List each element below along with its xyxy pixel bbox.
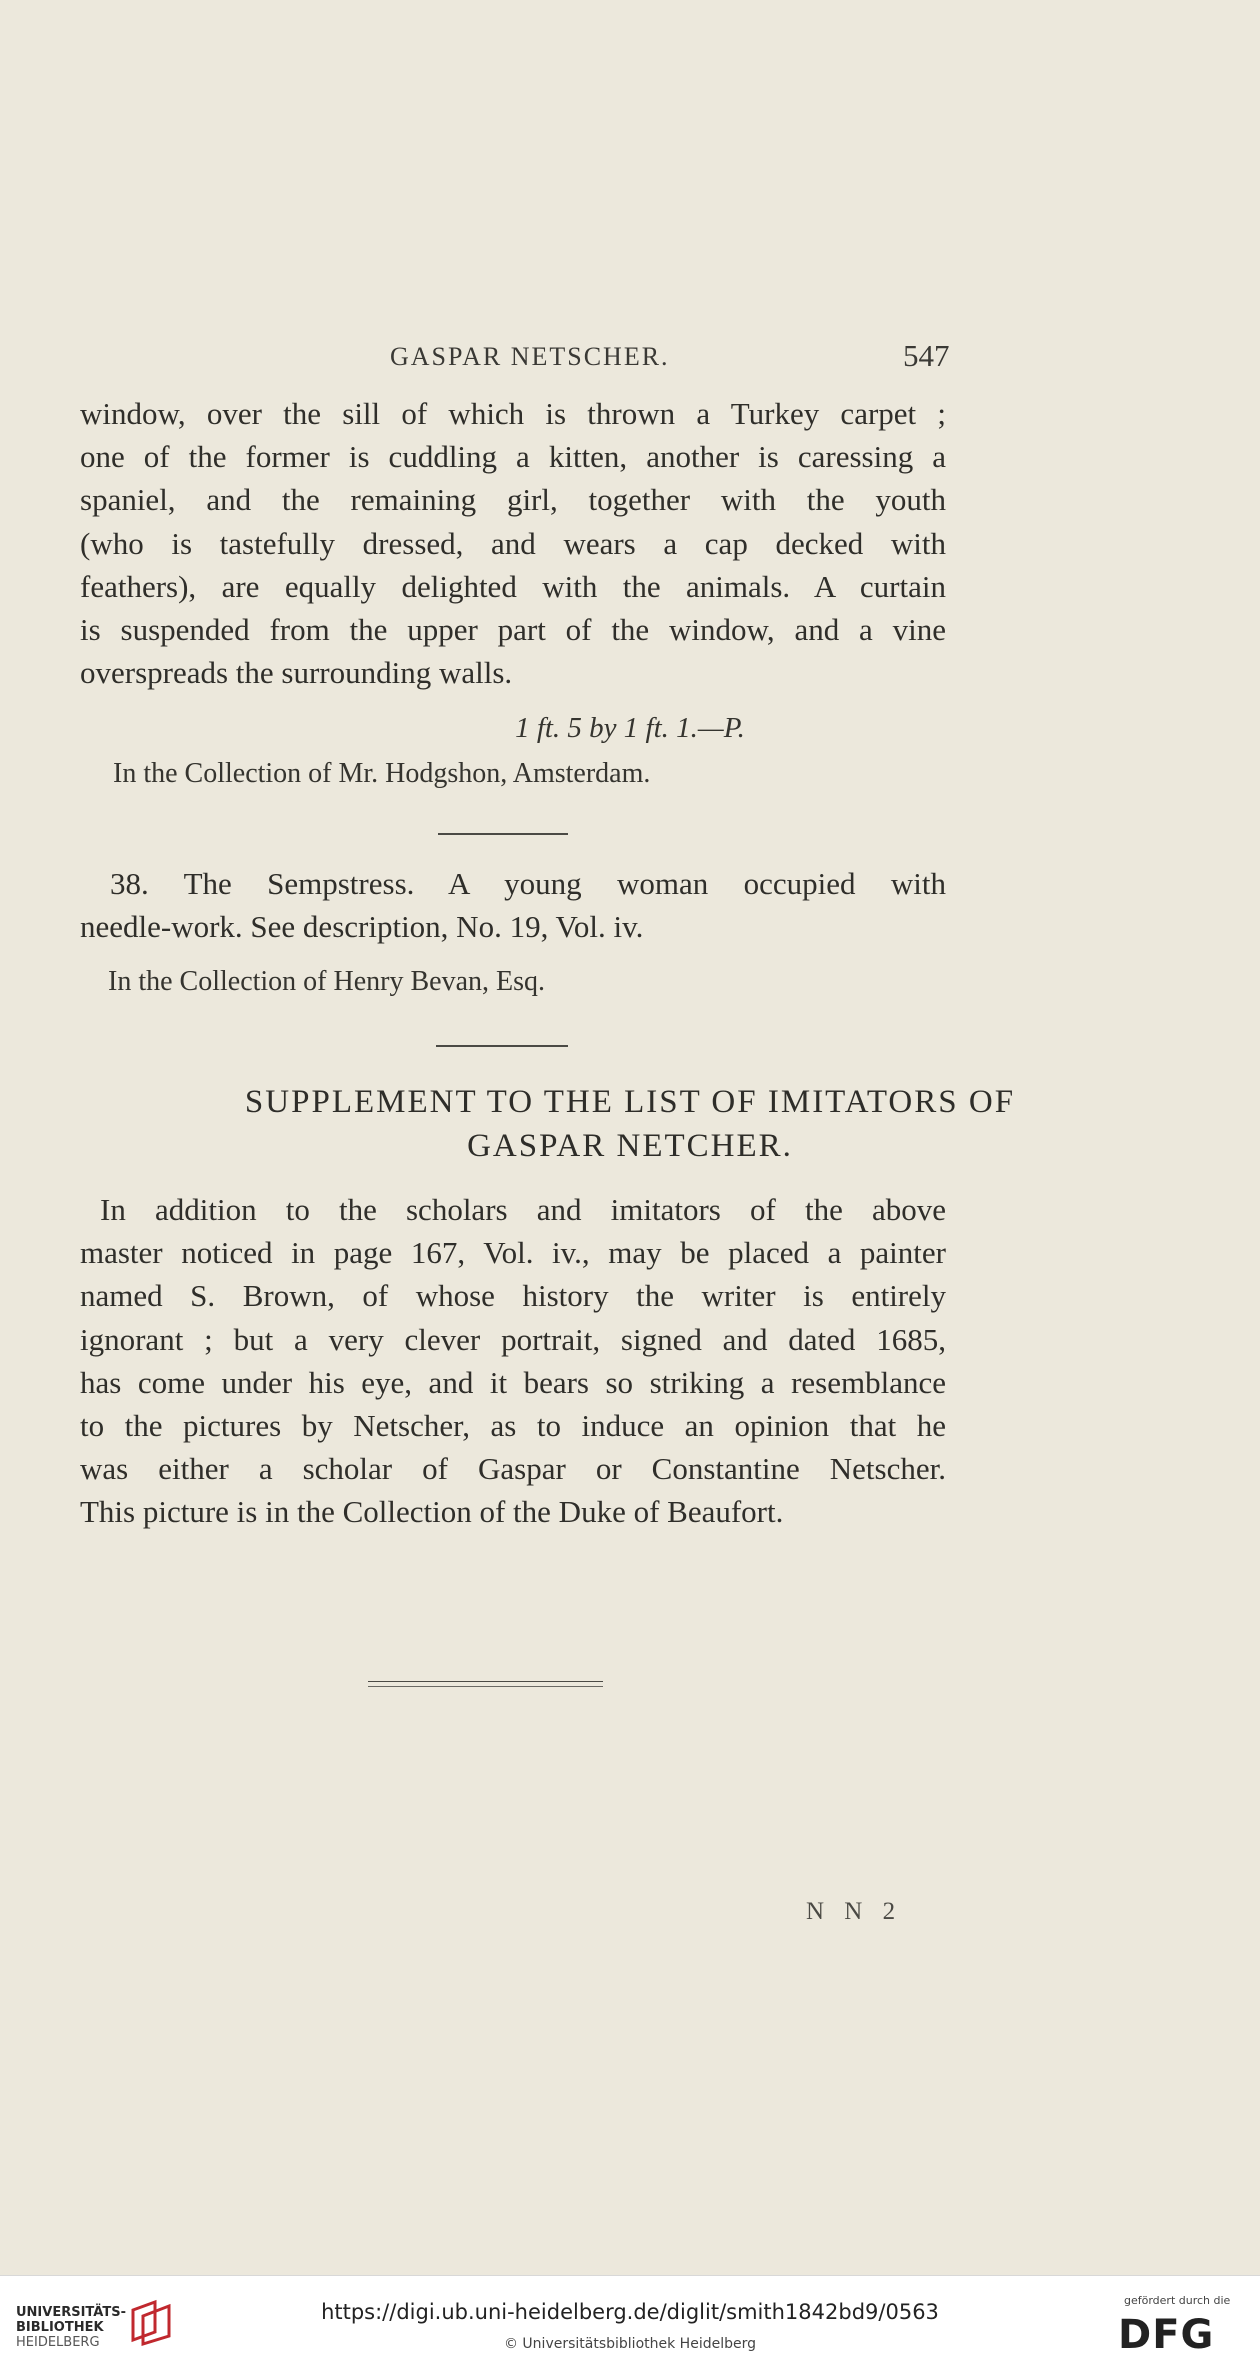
text-line: overspreads the surrounding walls. [80, 655, 513, 691]
dfg-logo: DFG [1118, 2312, 1215, 2358]
library-name-line: UNIVERSITÄTS- [16, 2305, 126, 2320]
heading-line: GASPAR NETCHER. [467, 1128, 793, 1164]
library-name-line: BIBLIOTHEK [16, 2320, 104, 2335]
supplement-paragraph [80, 1188, 946, 1534]
section-heading [0, 1080, 1260, 1168]
text-line: is suspended from the upper part of the window, and a vine [80, 612, 946, 648]
text-line: needle-work. See description, No. 19, Vol. iv. [80, 909, 644, 945]
entry-38 [80, 862, 946, 948]
page-number: 547 [903, 338, 950, 373]
funded-by-label: gefördert durch die [1124, 2294, 1231, 2307]
copyright-text: © Universitätsbibliothek Heidelberg [503, 2336, 756, 2352]
text-line: to the pictures by Netscher, as to induce an opinion that he [80, 1408, 946, 1444]
text-line: 38. The Sempstress. A young woman occupied with [110, 866, 946, 901]
library-name-line: HEIDELBERG [16, 2335, 100, 2350]
text-line: master noticed in page 167, Vol. iv., may be placed a painter [80, 1235, 946, 1271]
text-line: has come under his eye, and it bears so striking a resemblance [80, 1364, 946, 1400]
text-line: window, over the sill of which is thrown a Turkey carpet ; [80, 396, 946, 431]
divider-rule [436, 1045, 568, 1047]
description-paragraph [80, 392, 946, 694]
collection-note: In the Collection of Henry Bevan, Esq. [108, 966, 546, 997]
text-line: In addition to the scholars and imitators of the above [100, 1192, 946, 1227]
text-line: ignorant ; but a very clever portrait, signed and dated 1685, [80, 1321, 946, 1357]
end-rule [368, 1686, 603, 1687]
text-line: (who is tastefully dressed, and wears a cap decked with [80, 525, 946, 561]
text-line: This picture is in the Collection of the Duke of Beaufort. [80, 1494, 784, 1530]
permalink-url[interactable]: https://digi.ub.uni-heidelberg.de/diglit/smith1842bd9/0563 [321, 2300, 939, 2324]
text-line: named S. Brown, of whose history the writer is entirely [80, 1278, 946, 1314]
text-line: feathers), are equally delighted with the animals. A curtain [80, 568, 946, 604]
end-rule [368, 1681, 603, 1682]
text-line: spaniel, and the remaining girl, together with the youth [80, 482, 946, 518]
signature-mark: N N 2 [806, 1898, 903, 1925]
running-head: GASPAR NETSCHER. [390, 342, 670, 371]
text-line: one of the former is cuddling a kitten, another is caressing a [80, 439, 946, 475]
footer-bar [0, 2275, 1260, 2366]
dimensions-line: 1 ft. 5 by 1 ft. 1.—P. [515, 712, 745, 744]
collection-note: In the Collection of Mr. Hodgshon, Amsterdam. [113, 758, 651, 789]
heading-line: SUPPLEMENT TO THE LIST OF IMITATORS OF [244, 1084, 1016, 1120]
divider-rule [438, 833, 568, 835]
text-line: was either a scholar of Gaspar or Constantine Netscher. [80, 1451, 946, 1487]
